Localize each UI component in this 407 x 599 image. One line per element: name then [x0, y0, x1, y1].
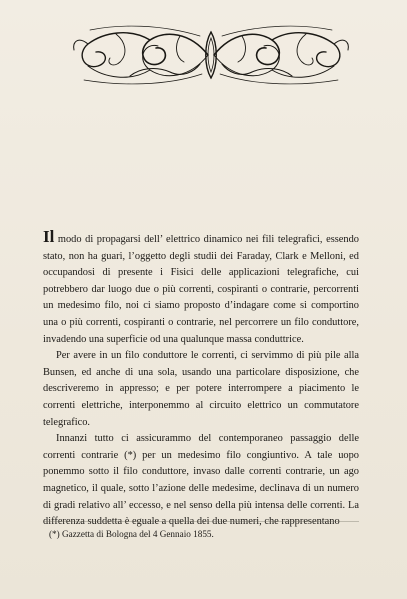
paragraph-1 [43, 227, 359, 348]
paragraph-3: Innanzi tutto ci assicurammo del contemporaneo passaggio delle correnti contrarie (*) per un medesimo filo congiuntivo. A tale uopo ponemmo sotto il filo conduttore, invaso dalle correnti contrarie, un ago magnetico, il quale, sotto l’azione delle medesime, declinava di un numero di gradi relativo all’ eccesso, e nel senso della più intensa delle correnti. La differenza suddetta è eguale a quella dei due numeri, che rappresentano [43, 433, 359, 528]
paragraph-2: Per avere in un filo conduttore le correnti, ci servimmo di più pile alla Bunsen, ed anche di una sola, usando una particolare disposizione, che descriveremo in appresso; e per potere interrompere a piacimento le correnti elettriche, interponemmo al circuito elettrico un commutatore telegrafico. [43, 350, 359, 428]
calligraphic-ornament [70, 22, 352, 88]
article-body [43, 227, 359, 531]
footnote: (*) Gazzetta di Bologna del 4 Gennaio 1855. [49, 529, 214, 539]
drop-cap: Il [43, 227, 55, 246]
paragraph-1-text: modo di propagarsi dell’ elettrico dinamico nei fili telegrafici, essendo stato, non ha guari, l’oggetto degli studii dei Faraday, Clark e Melloni, ed occupandosi di presente i Fisici delle applicazioni telegrafiche, cui potrebbero dar luogo due o più correnti, cospiranti o contrarie, percorrenti un medesimo filo, noi ci siamo proposto d’indagare come si comportino una o più correnti, cospiranti o contrarie, nel percorrere un filo conduttore, invadendo una superficie od una qualunque massa conduttrice. [43, 234, 359, 345]
footnote-separator [43, 521, 359, 522]
